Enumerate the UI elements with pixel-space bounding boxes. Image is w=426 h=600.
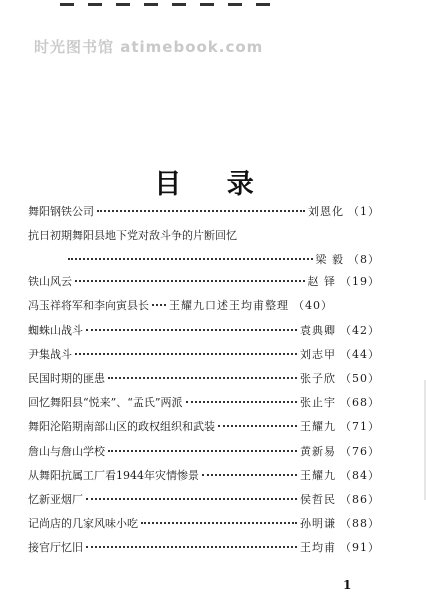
toc-entry[interactable] xyxy=(28,418,380,442)
toc-entry-author: 张子欣 xyxy=(300,371,336,385)
toc-entry-page: （91） xyxy=(340,541,380,555)
toc-entry[interactable] xyxy=(28,467,380,491)
toc-entry-author: 赵 铎 xyxy=(307,275,336,289)
toc-entry-author: 梁 毅 xyxy=(315,253,344,267)
toc-entry-title: 蜘蛛山战斗 xyxy=(28,323,83,337)
toc-entry-page: （76） xyxy=(340,444,380,458)
toc-entry-page: （8） xyxy=(348,253,380,267)
toc-entry[interactable] xyxy=(28,515,380,539)
toc-entry-page: （44） xyxy=(340,347,380,361)
toc-entry[interactable] xyxy=(28,370,380,394)
toc-leader xyxy=(86,329,297,331)
toc-entry-author: 刘志甲 xyxy=(300,347,336,361)
toc-entry[interactable] xyxy=(28,203,380,227)
toc-entry-page: （88） xyxy=(340,517,380,531)
toc-leader xyxy=(86,498,297,500)
toc-entry-page: （86） xyxy=(340,492,380,506)
toc-entry[interactable] xyxy=(28,322,380,346)
toc-entry-title: 舞阳钢铁公司 xyxy=(28,205,94,218)
toc-entry-author: 黄新易 xyxy=(300,444,336,458)
toc-entry[interactable] xyxy=(28,491,380,515)
toc-leader xyxy=(141,522,297,524)
toc-entry-page: （1） xyxy=(348,205,380,218)
toc-entry[interactable] xyxy=(28,297,380,321)
toc-entry-title: 民国时期的匪患 xyxy=(28,371,105,385)
toc-entry-author: 王均甫 xyxy=(300,541,336,555)
toc-entry[interactable] xyxy=(28,346,380,370)
toc-entry-page: （19） xyxy=(340,275,380,289)
toc-entry[interactable] xyxy=(28,227,380,273)
toc-entry[interactable] xyxy=(28,273,380,297)
toc-entry-author: 王耀九 xyxy=(300,420,336,434)
toc-entry-title: 尹集战斗 xyxy=(28,347,72,361)
toc-entry-page: （40） xyxy=(293,299,333,313)
toc-entry-author: 王耀九口述王均甫整理 xyxy=(169,299,289,313)
toc-entry-title: 回忆舞阳县“悦来”、“孟氏”两派 xyxy=(28,396,183,410)
toc-leader xyxy=(186,401,298,403)
toc-entry-title: 忆新亚烟厂 xyxy=(28,492,83,506)
toc-leader xyxy=(108,377,297,379)
page-number: 1 xyxy=(343,578,352,592)
toc-leader xyxy=(97,210,305,212)
table-of-contents xyxy=(28,203,380,563)
toc-entry-author: 张止宇 xyxy=(300,396,336,410)
toc-leader xyxy=(68,258,313,260)
toc-entry-author: 刘恩化 xyxy=(308,205,344,218)
watermark: 时光图书馆 atimebook.com xyxy=(34,38,264,56)
scan-marks xyxy=(60,0,290,14)
toc-entry[interactable] xyxy=(28,539,380,563)
toc-leader xyxy=(75,353,297,355)
toc-entry-author: 侯哲民 xyxy=(300,492,336,506)
toc-entry-page: （50） xyxy=(340,371,380,385)
toc-entry-page: （42） xyxy=(340,323,380,337)
toc-leader xyxy=(86,546,297,548)
toc-leader xyxy=(218,425,297,427)
toc-entry-page: （71） xyxy=(340,420,380,434)
toc-entry-page: （68） xyxy=(340,396,380,410)
toc-entry-author: 袁典卿 xyxy=(300,323,336,337)
toc-leader xyxy=(152,304,166,306)
toc-entry-title: 记尚店的几家风味小吃 xyxy=(28,517,138,531)
toc-entry[interactable] xyxy=(28,394,380,418)
toc-entry-author: 王耀九 xyxy=(300,468,336,482)
toc-leader xyxy=(108,450,297,452)
page-title: 目 录 xyxy=(154,169,272,200)
toc-entry-title: 从舞阳抗属工厂看1944年灾情惨景 xyxy=(28,468,199,482)
toc-entry-title: 舞阳沦陷期南部山区的政权组织和武装 xyxy=(28,420,215,434)
toc-entry-title: 冯玉祥将军和李向寅县长 xyxy=(28,299,149,313)
toc-entry-title: 詹山与詹山学校 xyxy=(28,444,105,458)
toc-leader xyxy=(75,280,305,282)
toc-entry-title: 接官厅忆旧 xyxy=(28,541,83,555)
toc-entry-author: 孙明谦 xyxy=(300,517,336,531)
toc-entry-title: 抗日初期舞阳县地下党对敌斗争的片断回忆 xyxy=(28,229,237,243)
toc-entry-page: （84） xyxy=(340,468,380,482)
toc-entry-title: 铁山风云 xyxy=(28,275,72,289)
toc-leader xyxy=(202,474,297,476)
toc-entry[interactable] xyxy=(28,443,380,467)
